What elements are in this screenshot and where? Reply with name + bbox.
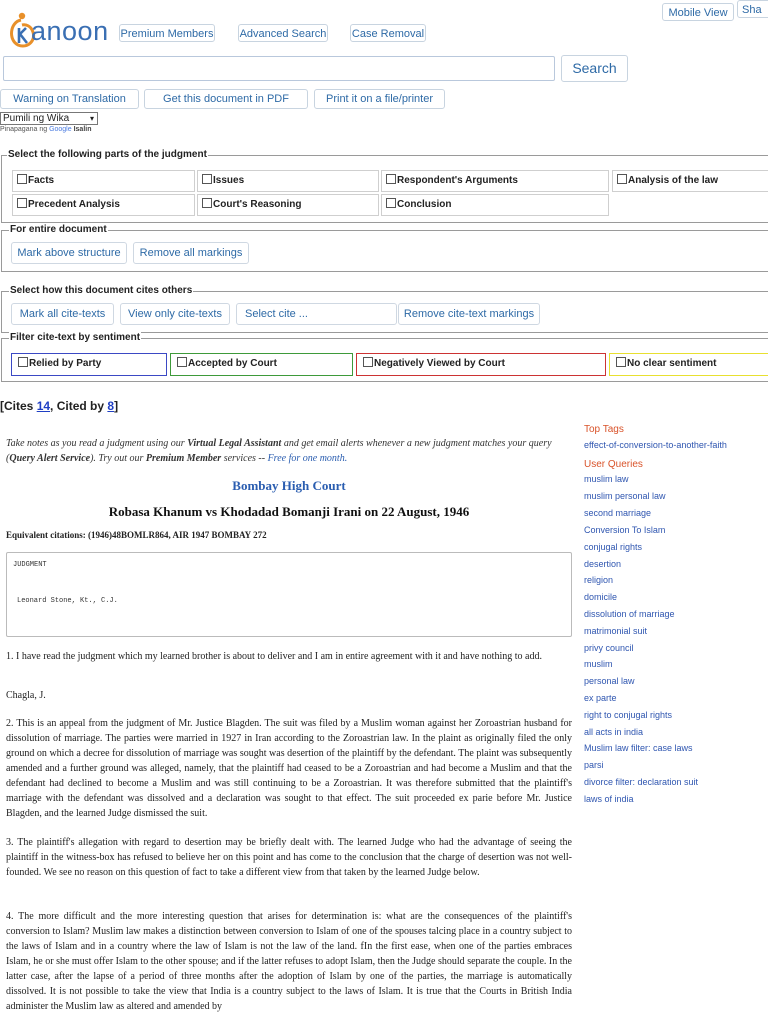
user-query-link[interactable]: ex parte <box>584 693 617 703</box>
sentiment-legend: Filter cite-text by sentiment <box>10 332 141 343</box>
option-conclusion[interactable] <box>381 194 609 216</box>
logo-text: anoon <box>31 16 109 46</box>
checkbox-icon[interactable] <box>17 198 27 208</box>
search-button[interactable]: Search <box>561 55 628 82</box>
sentiment-no-clear[interactable] <box>609 353 768 376</box>
option-courts-reasoning[interactable] <box>197 194 379 216</box>
option-label: Analysis of the law <box>628 175 719 186</box>
cites-count-link[interactable]: 14 <box>36 399 51 413</box>
qas-link[interactable]: Query Alert Service <box>9 453 91 464</box>
equivalent-citations: Equivalent citations: (1946)48BOMLR864, AIR 1947 BOMBAY 272 <box>6 530 267 540</box>
top-tag-link[interactable]: effect-of-conversion-to-another-faith <box>584 440 727 450</box>
judgment-title: Robasa Khanum vs Khodadad Bomanji Irani on 22 August, 1946 <box>108 504 470 519</box>
vla-link[interactable]: Virtual Legal Assistant <box>187 438 282 449</box>
checkbox-icon[interactable] <box>616 357 626 367</box>
select-cite-button[interactable]: Select cite ... <box>236 303 397 325</box>
option-issues[interactable] <box>197 170 379 192</box>
sentiment-label: Relied by Party <box>29 358 102 369</box>
mobile-view-button[interactable]: Mobile View <box>662 3 734 21</box>
note-text: ). Try out our <box>90 453 146 464</box>
mark-structure-button[interactable]: Mark above structure <box>11 242 127 264</box>
checkbox-icon[interactable] <box>18 357 28 367</box>
premium-note <box>6 436 572 466</box>
view-cite-texts-button[interactable]: View only cite-texts <box>120 303 230 325</box>
option-facts[interactable] <box>12 170 195 192</box>
note-text: services -- <box>221 453 268 464</box>
checkbox-icon[interactable] <box>202 174 212 184</box>
user-query-link[interactable]: Conversion To Islam <box>584 525 666 535</box>
user-query-link[interactable]: all acts in india <box>584 727 644 737</box>
option-label: Court's Reasoning <box>213 199 302 210</box>
option-label: Issues <box>213 175 245 186</box>
judgment-pre-block <box>6 552 572 637</box>
user-query-link[interactable]: dissolution of marriage <box>584 609 675 619</box>
sentiment-label: Accepted by Court <box>188 358 277 369</box>
paragraph-1: 1. I have read the judgment which my learned brother is about to deliver and I am in entire agreement with it and have nothing to add. <box>6 651 542 662</box>
checkbox-icon[interactable] <box>202 198 212 208</box>
top-tags-heading: Top Tags <box>584 424 624 435</box>
checkbox-icon[interactable] <box>386 174 396 184</box>
remove-markings-button[interactable]: Remove all markings <box>133 242 249 264</box>
option-label: Conclusion <box>397 199 452 210</box>
option-analysis-of-law[interactable] <box>612 170 768 192</box>
user-query-link[interactable]: personal law <box>584 676 635 686</box>
free-trial-link[interactable]: Free for one month. <box>267 453 348 464</box>
warning-translation-button[interactable]: Warning on Translation <box>0 89 139 109</box>
paragraph-3: 3. The plaintiff's allegation with regard to desertion may be briefly dealt with. The learned Judge who had the advantage of seeing the plaintiff in the witness-box has refused to believe her on this point and has come to the conclusion that the charge of desertion was not well-founded. We see no reason on this question of fact to take a different view from that taken by the learned Judge below. <box>6 837 572 878</box>
option-respondent-arguments[interactable] <box>381 170 609 192</box>
language-select[interactable] <box>0 112 98 125</box>
print-button[interactable]: Print it on a file/printer <box>314 89 445 109</box>
note-text: and get email alerts whenever a new judgment matches your query ( <box>6 438 552 464</box>
sentiment-negatively-viewed[interactable] <box>356 353 606 376</box>
cites-sep: , Cited by <box>50 399 108 413</box>
paragraph-chagla: Chagla, J. <box>6 690 46 701</box>
premium-members-button[interactable]: Premium Members <box>119 24 215 42</box>
cites-open: [Cites <box>0 399 37 413</box>
checkbox-icon[interactable] <box>363 357 373 367</box>
option-label: Respondent's Arguments <box>397 175 518 186</box>
checkbox-icon[interactable] <box>386 198 396 208</box>
user-query-link[interactable]: muslim law <box>584 474 629 484</box>
premium-member-link[interactable]: Premium Member <box>145 453 222 464</box>
user-query-link[interactable]: conjugal rights <box>584 542 643 552</box>
cites-close: ] <box>114 399 119 413</box>
user-query-link[interactable]: Muslim law filter: case laws <box>584 743 693 753</box>
mark-cite-texts-button[interactable]: Mark all cite-texts <box>11 303 114 325</box>
user-query-link[interactable]: religion <box>584 575 614 585</box>
sentiment-label: No clear sentiment <box>627 358 717 369</box>
pre-judge-name: Leonard Stone, Kt., C.J. <box>17 597 118 605</box>
case-removal-button[interactable]: Case Removal <box>350 24 426 42</box>
option-label: Precedent Analysis <box>28 199 120 210</box>
sentiment-accepted-by-court[interactable] <box>170 353 353 376</box>
checkbox-icon[interactable] <box>177 357 187 367</box>
powered-by-text: Pinapagana ng <box>0 126 48 133</box>
user-query-link[interactable]: privy council <box>584 643 634 653</box>
user-query-link[interactable]: domicile <box>584 592 618 602</box>
cites-summary <box>0 399 118 413</box>
user-queries-heading: User Queries <box>584 459 643 470</box>
language-select-value: Pumili ng Wika <box>3 113 70 124</box>
checkbox-icon[interactable] <box>17 174 27 184</box>
cites-legend: Select how this document cites others <box>10 285 193 296</box>
court-name: Bombay High Court <box>232 478 346 493</box>
paragraph-2: 2. This is an appeal from the judgment of Mr. Justice Blagden. The suit was filed by a Muslim woman against her Zoroastrian husband for dissolution of marriage. The parties were married in 1927 in Iran according to the Zoroastrian law. In the plaint as originally filed the only ground on which a decree for dissolution of marriage was sought was desertion of the plaintiff by the defendant. The plaint was subsequently amended and a further ground was alleged, namely, that the plaintiff had ceased to be a Zoroastrian and had become a Muslim and that the defendant had declined to become a Muslim and was still continuing to be a Zoroastrian. It was therefore submitted that the plaintiff's marriage with the defendant was dissolved and a declaration was sought to that effect. The suit proceeded ex parie before Mr. Justice Blagden, and the learned Judge dismissed the suit. <box>6 718 572 819</box>
user-query-link[interactable]: muslim personal law <box>584 491 666 501</box>
translate-link[interactable]: Isalin <box>73 126 92 133</box>
user-query-link[interactable]: divorce filter: declaration suit <box>584 777 699 787</box>
user-query-link[interactable]: second marriage <box>584 508 652 518</box>
user-query-link[interactable]: parsi <box>584 760 604 770</box>
option-precedent-analysis[interactable] <box>12 194 195 216</box>
structure-legend: Select the following parts of the judgment <box>8 149 207 160</box>
google-translate-credit <box>0 126 92 133</box>
checkbox-icon[interactable] <box>617 174 627 184</box>
chevron-down-icon: ▾ <box>89 114 94 123</box>
user-query-link[interactable]: matrimonial suit <box>584 626 648 636</box>
google-logo-text: Google <box>49 126 72 133</box>
cited-by-count-link[interactable]: 8 <box>107 399 115 413</box>
share-button[interactable]: Sha <box>737 0 768 18</box>
paragraph-4: 4. The more difficult and the more interesting question that arises for determination is: what are the consequences of the plaintiff's conversion to Islam? Muslim law makes a distinction between conversion to Islam of one of the spouses talcing place in a country subject to the laws of Islam and in a country where the law of Islam is not the law of the land. fIn the first ease, when one of the parties embraces Islam, he or she must offer Islam to the other spouse; and if the latter refuses to adopt Islam, then the Judge should separate the couple. In the latter case, after the lapse of a period of three months after the adoption of Islam by one of the parties, the marriage is automatically dissolved. It is not possible to take the view that India is a country subject to the laws of Islam. It is true that the Courts in British India administer the Muslim law as altered and amended by <box>6 911 572 1012</box>
user-query-link[interactable]: laws of india <box>584 794 634 804</box>
remove-cite-markings-button[interactable]: Remove cite-text markings <box>398 303 540 325</box>
get-pdf-button[interactable]: Get this document in PDF <box>144 89 308 109</box>
entire-document-legend: For entire document <box>10 224 107 235</box>
user-query-link[interactable]: right to conjugal rights <box>584 710 673 720</box>
search-input[interactable] <box>3 56 555 81</box>
note-text: Take notes as you read a judgment using our <box>6 438 188 449</box>
sentiment-relied-by-party[interactable] <box>11 353 167 376</box>
user-query-link[interactable]: desertion <box>584 559 622 569</box>
advanced-search-button[interactable]: Advanced Search <box>238 24 328 42</box>
sentiment-label: Negatively Viewed by Court <box>374 358 505 369</box>
user-query-link[interactable]: muslim <box>584 659 613 669</box>
option-label: Facts <box>28 175 55 186</box>
pre-judgment-label: JUDGMENT <box>13 561 47 569</box>
